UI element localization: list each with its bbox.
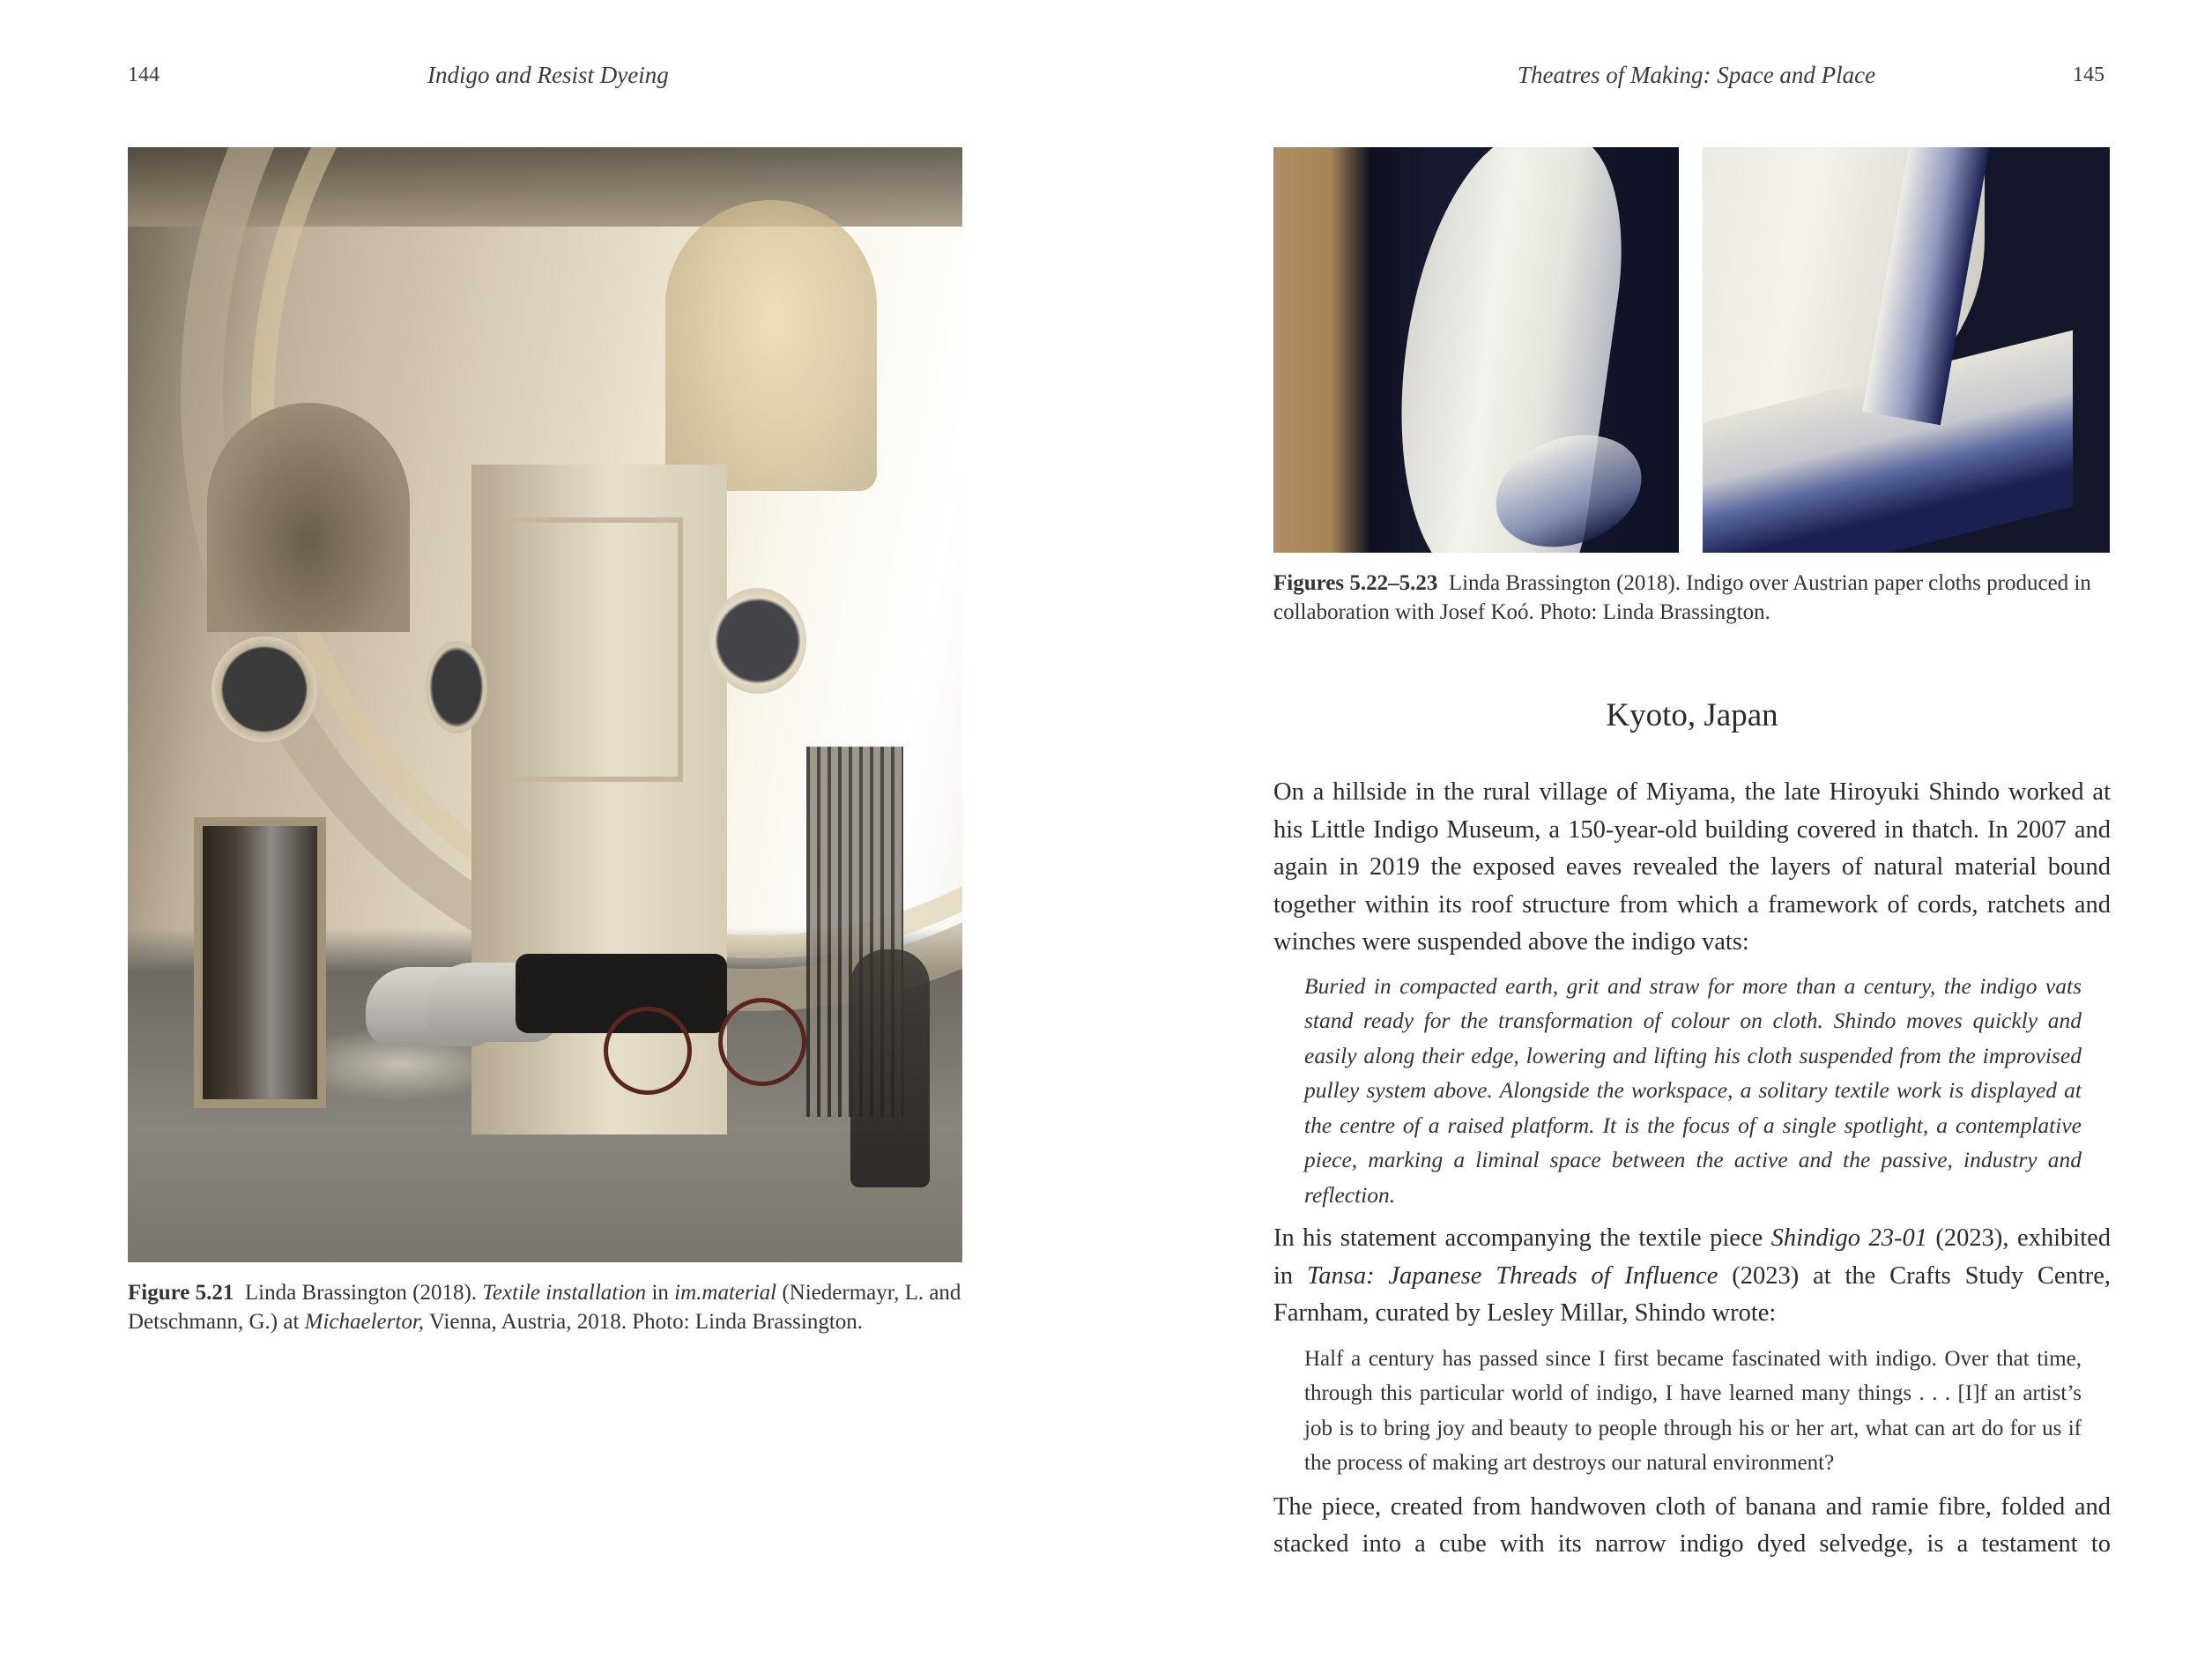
caption-venue: Michaelertor, [304, 1310, 425, 1334]
block-quote: Buried in compacted earth, grit and straw for more than a century, the indigo vats stand ready for the transformation of colour on cloth. Shindo moves quickly and easily along their edge, lowering and lifting his cloth suspended from the improvised pulley system above. Alongside the workspace, a solitary textile work is displayed at the centre of a raised platform. It is the focus of a single spotlight, a contemplative piece, marking a liminal space between the active and the passive, industry and reflection. [1304, 972, 2082, 1208]
section-heading: Kyoto, Japan [1606, 697, 1778, 733]
paragraph: The piece, created from handwoven cloth of banana and ramie fibre, folded and stacked into a cube with its narrow indigo dyed selvedge, is a testament to [1273, 1492, 2111, 1558]
figure-label: Figure 5.21 [128, 1281, 234, 1305]
exhibition-title: Tansa: Japanese Threads of Influence [1307, 1261, 1718, 1290]
text-run: In his statement accompanying the textile piece [1273, 1224, 1763, 1252]
figure-5-21-caption [128, 1278, 965, 1336]
round-window [212, 636, 317, 742]
walking-figure [850, 949, 930, 1187]
caption-text: in [651, 1281, 669, 1305]
niche [207, 403, 410, 632]
work-title: Shindigo 23-01 [1770, 1224, 1927, 1252]
carriage-wheel [718, 998, 806, 1086]
paragraph [1273, 1220, 2111, 1333]
figures-5-22-5-23-caption [1273, 569, 2111, 627]
figure-5-23-photo [1703, 147, 2110, 553]
caption-exhibition-title: im.material [674, 1281, 777, 1305]
round-window [426, 641, 487, 733]
figure-label: Figures 5.22–5.23 [1273, 571, 1438, 595]
figure-5-21-photo [128, 147, 962, 1262]
page-number-left: 144 [128, 63, 160, 86]
text-column [1273, 774, 2111, 1564]
pier-panel [507, 517, 683, 782]
doorway-installation [194, 817, 326, 1108]
caption-text: Vienna, Austria, 2018. Photo: Linda Brassington. [428, 1310, 864, 1334]
figure-5-22-photo [1273, 147, 1679, 553]
page-number-right: 145 [2073, 63, 2104, 86]
running-head-right: Theatres of Making: Space and Place [1518, 62, 1876, 88]
text-run: (2023) at the Crafts Study Centre, Farnham, curated by Lesley Millar, Shindo wrote: [1273, 1261, 2112, 1327]
caption-text: Linda Brassington (2018). [244, 1281, 478, 1305]
carriage-wheel [604, 1007, 692, 1095]
text-run: (2023), exhibited in [1273, 1224, 2112, 1290]
caption-text: Linda Brassington (2018). Indigo over Austrian paper cloths produced in collaboration with Josef Koó. Photo: Linda Brassington. [1273, 571, 2091, 624]
round-window [709, 588, 806, 694]
paragraph: On a hillside in the rural village of Miyama, the late Hiroyuki Shindo worked at his Little Indigo Museum, a 150-year-old building covered in thatch. In 2007 and again in 2019 the exposed eaves revealed the layers of natural material bound together within its roof structure from which a framework of cords, ratchets and winches were suspended above the indigo vats: [1273, 778, 2111, 956]
running-head-left: Indigo and Resist Dyeing [427, 62, 669, 88]
caption-text: (Niedermayr, L. and Detschmann, G.) at [128, 1281, 961, 1334]
caption-work-title: Textile installation [482, 1281, 647, 1305]
block-quote: Half a century has passed since I first became fascinated with indigo. Over that time, through this particular world of indigo, I have learned many things . . . [I]f an artist’s job is to bring joy and beauty to people through his or her art, what can art do for us if the process of making art destroys our natural environment? [1304, 1346, 2082, 1475]
gilded-ornament [665, 200, 877, 491]
